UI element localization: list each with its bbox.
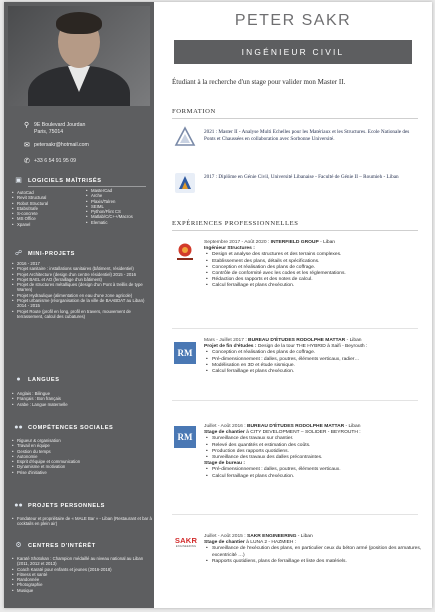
list-item: • Projet Architecture (design d'un centre résidentiel) 2015 - 2016 [12, 272, 152, 277]
list-item: • Projet Route (profil en long, profil en travers, mouvement de terrassement, calcul des cubatures) [12, 309, 152, 320]
contact-phone: ✆ +33 6 54 91 95 09 [24, 158, 76, 165]
list-item: • Arche [86, 193, 152, 198]
formation-title: FORMATION [172, 108, 216, 115]
candidate-name: PETER SAKR [234, 12, 352, 29]
personal-header: ●● PROJETS PERSONNELS [14, 502, 106, 509]
person-icon: ● [16, 376, 21, 383]
laptop-icon: ▣ [15, 177, 22, 184]
list-item: • Conception et réalisation des plans de coffrage. [204, 265, 424, 271]
list-item: • Pré-dimensionnement : dalles, poutres, éléments verticaux. [204, 467, 424, 473]
list-item: • Etablissement des plans, détails et spécifications. [204, 259, 424, 265]
list-item: • Musique [12, 588, 152, 593]
list-item: • Autonomie [12, 454, 152, 459]
interests-header: ⚙ CENTRES D'INTÉRÊT [15, 542, 96, 549]
list-item: • Design et analyse des structures et des terrains complexes. [204, 252, 424, 258]
experience-item-1: Septembre 2017 - Août 2020 : INTERFIELD GROUP - Liban Ingénieur Structures : • Design et analyse des structures et des terrains complexes. • Etablissement des plans, détails et spécifications. • Conception et réalisation des plans de coffrage. • Contrôle de conformité avec les codes et les réglementations. • Rédaction des rapports et des notes de calcul. • Calcul ferraillage et plans d'exécution. [204, 240, 424, 290]
list-item: • Rigueur & organisation [12, 438, 152, 443]
list-item: • Python/Flint CS [86, 209, 152, 214]
rm-logo-2: RM [174, 426, 196, 448]
list-item: • Revit Structural [12, 195, 82, 200]
list-item: • Surveillance des travaux sur chantier. [204, 436, 424, 442]
experience-item-2: Mars - Juillet 2017 : BUREAU D'ÉTUDES RODOLPHE MATTAR - Liban Projet de fin d'études : Design de la tour THE HYBRID à Saifi - Beyrouth : • Conception et réalisation des plans de coffrage. • Pré-dimensionnement : dalles, poutres, éléments verticaux, radier… • Modélisation en 3D et étude sismique. • Calcul ferraillage et plans d'exécution. [204, 338, 424, 375]
contact-email[interactable]: ✉ petersakr@hotmail.com [24, 142, 89, 149]
list-item: • Plaxis/Talren [86, 199, 152, 204]
list-item: • Fondateur et propriétaire de « MALE Bar » - Liban (Restaurant et bar à cocktails en plein air) [12, 516, 152, 527]
list-item: • Projet de structures métalliques (design d'un Pont à treillis de type Warren) [12, 282, 152, 293]
list-item: • Fitness et santé [12, 572, 152, 577]
sakr-logo: SAKR ENGINEERING [174, 536, 198, 548]
list-item: • Projet urbanisme (réorganisation de la ville de BAABDAT au Liban) 2014 - 2015 [12, 298, 152, 309]
list-item: • Anglais : Bilingue [12, 391, 152, 396]
list-item: • Elematic [86, 220, 152, 225]
languages-header: ● LANGUES [8, 376, 150, 386]
list-item: • Modélisation en 3D et étude sismique. [204, 363, 424, 369]
profile-photo [8, 6, 150, 106]
list-item: • Robot Structural [12, 201, 82, 206]
list-item: • Matlab/C/C++/Macros [86, 214, 152, 219]
list-item: • Relevé des quantités et estimation des coûts. [204, 443, 424, 449]
list-item: • AutoCad [12, 190, 82, 195]
list-item: • Projet BAEL et AO (ferraillage d'un bâtiment) [12, 277, 152, 282]
projects-list [12, 261, 152, 319]
list-item: • Français : Bon français [12, 396, 152, 401]
list-item: • Conception et réalisation des plans de coffrage. [204, 350, 424, 356]
interfield-logo [174, 242, 196, 262]
list-item: • Randonnée [12, 577, 152, 582]
list-item: • S-concrete [12, 211, 82, 216]
list-item: • Calcul ferraillage et plans d'exécution. [204, 474, 424, 480]
personal-list [12, 516, 152, 527]
list-item: • MS Office [12, 216, 82, 221]
list-item: • Calcul ferraillage et plans d'exécution. [204, 369, 424, 375]
projects-header: ☍ MINI-PROJETS [14, 250, 75, 257]
list-item: • 2016 - 2017 [12, 261, 152, 266]
list-item: • Etabs/Safe [12, 206, 82, 211]
list-item: • Travail en équipe [12, 443, 152, 448]
list-item: • Surveillance de l'exécution des plans, en particulier ceux du béton armé (position des armatures, excentricité …) [204, 546, 424, 558]
enpc-logo [174, 126, 196, 148]
experience-item-4: Juillet - Août 2015 : SAKR ENGINEERING - Liban Stage de chantier à LUNA 2 - HAZMIEH : • Surveillance de l'exécution des plans, en particulier ceux du béton armé (position des armatures, excentricité …) • Rapports quotidiens, plans de ferraillage et liste des matériels. [204, 534, 424, 565]
people-icon: ●● [14, 502, 23, 509]
list-item: • Production des rapports quotidiens. [204, 449, 424, 455]
experience-title: EXPÉRIENCES PROFESSIONNELLES [172, 220, 299, 227]
skills-list-1 [12, 190, 82, 227]
list-item: • Karaté Shotokan : Champion médaillé au niveau national au Liban (2011, 2012 et 2013) [12, 556, 152, 567]
competences-list [12, 438, 152, 475]
languages-list [12, 391, 152, 407]
list-item: • Xpanel [12, 222, 82, 227]
education-item-2: 2017 : Diplôme en Génie Civil, Université Libanaise - Faculté de Génie II – Roumieh - Liban [204, 174, 399, 180]
list-item: • Rapports quotidiens, plans de ferraillage et liste des matériels. [204, 559, 424, 565]
list-item: • Projet Hydraulique (alimentation en eau d'une zone agricole) [12, 293, 152, 298]
list-item: • Contrôle de conformité avec les codes et les réglementations. [204, 271, 424, 277]
list-item: • Gestion du temps [12, 449, 152, 454]
list-item: • MasterCad [86, 188, 152, 193]
contact-address: ⚲ 9E Boulevard Jourdan Paris, 75014 [24, 122, 86, 135]
objective: Étudiant à la recherche d'un stage pour valider mon Master II. [172, 78, 346, 86]
skills-list-2 [86, 188, 152, 225]
sidebar [4, 2, 154, 608]
people-icon: ●● [14, 424, 23, 431]
job-title-bar: INGÉNIEUR CIVIL [174, 40, 412, 64]
list-item: • Rédaction des rapports et des notes de calcul. [204, 277, 424, 283]
education-item-1: 2021 : Master II - Analyse Multi Echelles pour les Matériaux et les Structures. Ecole Nationale des Ponts et Chaussées en collaboration avec Sorbonne Université. [204, 129, 410, 142]
list-item: • Calcul ferraillage et plans d'exécution. [204, 283, 424, 289]
experience-item-3: Juillet - Août 2016 : BUREAU D'ÉTUDES RODOLPHE MATTAR - Liban Stage de chantier à CITY DEVELOPMENT – SOLIDER - BEYROUTH : • Surveillance des travaux sur chantier. • Relevé des quantités et estimation des coûts. • Production des rapports quotidiens. • Surveillance des travaux des dalles précontraintes. Stage de bureau : • Pré-dimensionnement : dalles, poutres, éléments verticaux. • Calcul ferraillage et plans d'exécution. [204, 424, 424, 480]
phone-icon: ✆ [24, 158, 30, 165]
list-item: • Dynamisme et motivation [12, 464, 152, 469]
rm-logo: RM [174, 342, 196, 364]
list-item: • Esprit d'équipe et communication [12, 459, 152, 464]
list-item: • Photographie [12, 582, 152, 587]
network-icon: ☍ [14, 250, 23, 257]
skills-header: ▣ LOGICIELS MAÎTRISÉS [15, 177, 102, 184]
interests-list [12, 556, 152, 593]
list-item: • Coach Karaté pour enfants et jeunes (2016-2018) [12, 567, 152, 572]
list-item: • Surveillance des travaux des dalles précontraintes. [204, 455, 424, 461]
map-pin-icon: ⚲ [24, 122, 30, 129]
competences-header: ●● COMPÉTENCES SOCIALES [14, 424, 114, 431]
list-item: • SEIML [86, 204, 152, 209]
ul-logo [174, 172, 196, 194]
list-item: • Projet sanitaire : installations sanitaires (bâtiment, résidentiel) [12, 266, 152, 271]
list-item: • Arabe : Langue maternelle [12, 402, 152, 407]
list-item: • Prise d'initiative [12, 470, 152, 475]
list-item: • Pré-dimensionnement : dalles, poutres, éléments verticaux, radier… [204, 357, 424, 363]
main-content [154, 2, 432, 608]
cv-page [4, 2, 432, 608]
gear-icon: ⚙ [15, 542, 22, 549]
envelope-icon: ✉ [24, 142, 30, 149]
